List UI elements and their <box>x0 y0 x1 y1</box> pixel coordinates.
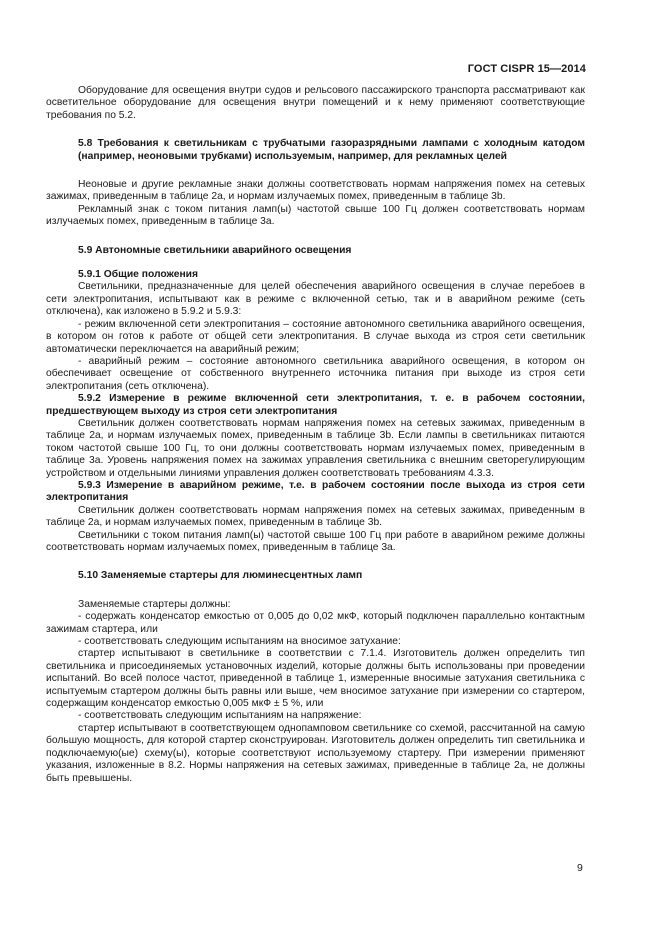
section-5-10-heading: 5.10 Заменяемые стартеры для люминесцентных ламп <box>78 570 363 582</box>
section-5-9-1-list-item-1: - режим включенной сети электропитания – состояние автономного светильника аварийного освещения, в котором он готов к работе от общей сети электропитания. В случае выхода из строя сети светильник автоматически переключается на аварийный режим; <box>46 318 585 355</box>
section-5-10-paragraph-1: Заменяемые стартеры должны: <box>78 598 231 610</box>
standard-header: ГОСТ CISPR 15—2014 <box>467 63 586 75</box>
section-5-10-list-item-2: - соответствовать следующим испытаниям на вносимое затухание: <box>78 636 401 648</box>
section-5-10-paragraph-2: стартер испытывают в светильнике в соответствии с 7.1.4. Изготовитель должен определить тип светильника и присоединяемых установочных изделий, которые должны быть использованы при проведении испытаний. Во всей полосе частот, приведенной в таблице 1, измеренные вносимые затухания светильника с испытуемым стартером должны быть равны или выше, чем вносимое затухание при измерении со стартером, содержащим конденсатор емкостью 0,005 мкФ ± 5 %, или <box>46 648 585 710</box>
page-number: 9 <box>577 862 583 874</box>
section-5-9-heading: 5.9 Автономные светильники аварийного освещения <box>78 244 352 256</box>
section-5-10-list-item-3: - соответствовать следующим испытаниям на напряжение: <box>78 710 362 722</box>
section-5-9-2-paragraph: Светильник должен соответствовать нормам напряжения помех на сетевых зажимах, приведенным в таблице 2а, и нормам излучаемых помех, приведенным в таблице 3b. Если лампы в светильниках питаются током частотой свыше 100 Гц, то они должны соответствовать нормам излучаемых помех, приведенным в таблице 3а. Уровень напряжения помех на зажимах управления светильника с внешним светорегулирующим устройством и отдельными линиями управления должен соответствовать требованиям 4.3.3. <box>46 417 585 479</box>
intro-paragraph: Оборудование для освещения внутри судов и рельсового пассажирского транспорта рассматривают как осветительное оборудование для освещения внутри помещений и к нему применяют соответствующие требования по 5.2. <box>46 85 585 121</box>
section-5-9-3-heading: 5.9.3 Измерение в аварийном режиме, т.е. в рабочем состоянии после выхода из строя сети электропитания <box>46 479 585 504</box>
section-5-9-1-heading: 5.9.1 Общие положения <box>78 269 198 281</box>
section-5-10-paragraph-3: стартер испытывают в соответствующем однопамповом светильнике со схемой, рассчитанной на самую большую мощность, для которой стартер сконструирован. Изготовитель должен определить тип светильника и подключаемую(ые) схему(ы), которые соответствуют используемому стартеру. При измерении применяют указания, изложенные в 8.2. Нормы напряжения на сетевых зажимах, приведенные в таблице 2а, не должны быть превышены. <box>46 722 585 784</box>
section-5-10-list-item-1: - содержать конденсатор емкостью от 0,005 до 0,02 мкФ, который подключен параллельно контактным зажимам стартера, или <box>46 611 585 635</box>
section-5-8-heading: 5.8 Требования к светильникам с трубчатыми газоразрядными лампами с холодным катодом (например, неоновыми трубками) используемым, например, для рекламных целей <box>78 138 585 162</box>
section-5-9-2-heading: 5.9.2 Измерение в режиме включенной сети электропитания, т. е. в рабочем состоянии, предшествующем выходу из строя сети электропитания <box>46 393 585 417</box>
section-5-9-3-paragraph-2: Светильники с током питания ламп(ы) частотой свыше 100 Гц при работе в аварийном режиме должны соответствовать нормам излучаемых помех, приведенным в таблице 3а. <box>46 529 585 553</box>
section-5-9-1-paragraph: Светильники, предназначенные для целей обеспечения аварийного освещения в случае перебоев в сети электропитания, испытывают как в режиме с включенной сетью, так и в аварийном режиме (сеть отключена), как изложено в 5.9.2 и 5.9.3: <box>46 281 585 318</box>
section-5-9-1-list-item-2: - аварийный режим – состояние автономного светильника аварийного освещения, в котором он обеспечивает освещение от собственного внутреннего источника питания при выходе из строя сети электропитания (сеть отключена). <box>46 355 585 392</box>
document-body <box>46 85 585 785</box>
section-5-9-3-paragraph-1: Светильник должен соответствовать нормам напряжения помех на сетевых зажимах, приведенным в таблице 2а, и нормам излучаемых помех, приведенным в таблице 3b. <box>46 504 585 529</box>
section-5-8-paragraph-1: Неоновые и другие рекламные знаки должны соответствовать нормам напряжения помех на сетевых зажимах, приведенным в таблице 2а, и нормам излучаемых помех, приведенным в таблице 3b. <box>46 179 585 203</box>
section-5-8-paragraph-2: Рекламный знак с током питания ламп(ы) частотой свыше 100 Гц должен соответствовать нормам излучаемых помех, приведенным в таблице 3а. <box>46 203 585 228</box>
